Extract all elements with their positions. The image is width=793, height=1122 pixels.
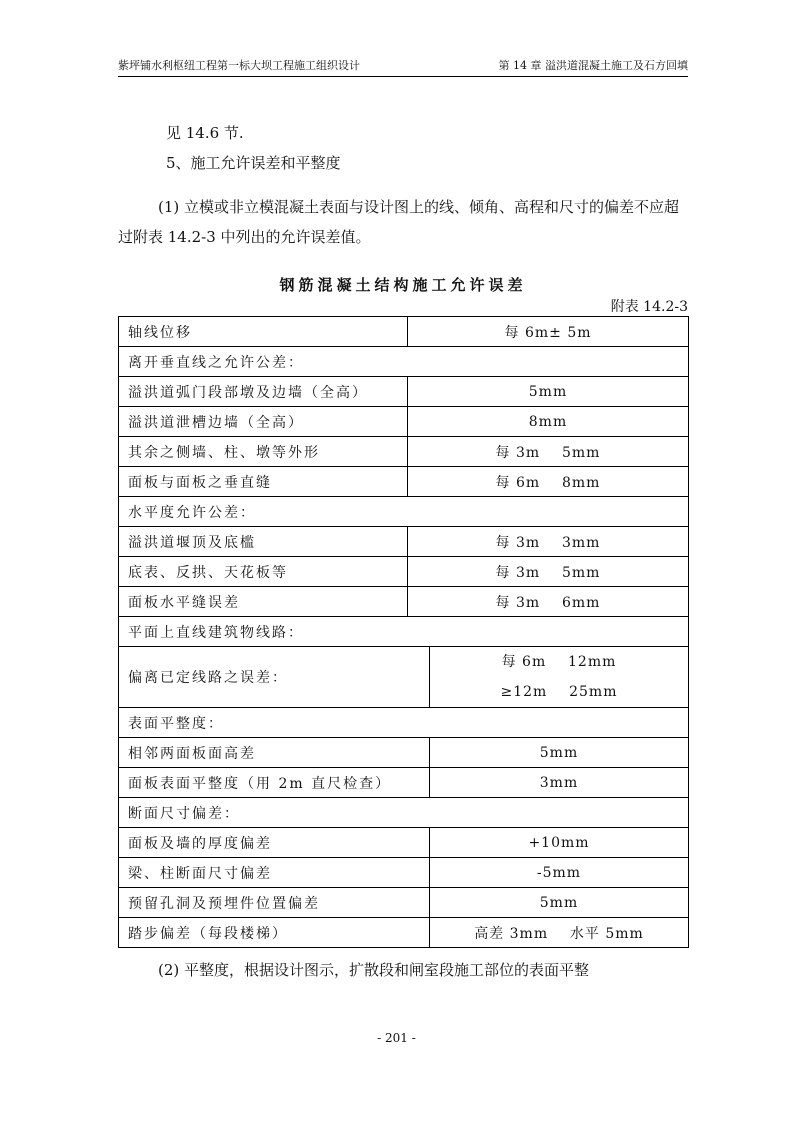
row-value: 每 3m 6mm bbox=[408, 587, 689, 617]
table-title: 钢筋混凝土结构施工允许误差 bbox=[279, 276, 527, 294]
row-label: 溢洪道泄槽边墙（全高） bbox=[119, 407, 408, 437]
row-value: 高差 3mm 水平 5mm bbox=[430, 918, 689, 948]
paragraph-item-1: (1) 立模或非立模混凝土表面与设计图上的线、倾角、高程和尺寸的偏差不应超过附表 14.2-3 中列出的允许误差值。 bbox=[118, 198, 680, 246]
table-row bbox=[119, 858, 689, 888]
section-label: 断面尺寸偏差： bbox=[119, 798, 689, 828]
page-number: - 201 - bbox=[377, 1031, 416, 1045]
row-value: 每 6m± 5m bbox=[408, 317, 689, 347]
table-section-row bbox=[119, 617, 689, 647]
table-row bbox=[119, 828, 689, 858]
table-row bbox=[119, 467, 689, 497]
row-value: 每 6m 8mm bbox=[408, 467, 689, 497]
header-chapter-title: 第 14 章 溢洪道混凝土施工及石方回填 bbox=[498, 59, 688, 72]
table-section-row bbox=[119, 708, 689, 738]
paragraph-reference: 见 14.6 节. bbox=[166, 124, 244, 142]
row-label: 溢洪道弧门段部墩及边墙（全高） bbox=[119, 377, 408, 407]
section-label: 水平度允许公差： bbox=[119, 497, 689, 527]
table-appendix-label: 附表 14.2-3 bbox=[610, 299, 688, 315]
table-row bbox=[119, 377, 689, 407]
row-label: 面板及墙的厚度偏差 bbox=[119, 828, 430, 858]
row-value: 每 3m 3mm bbox=[408, 527, 689, 557]
row-value: 5mm bbox=[408, 377, 689, 407]
row-label: 底表、反拱、天花板等 bbox=[119, 557, 408, 587]
paragraph-heading: 5、施工允许误差和平整度 bbox=[166, 154, 341, 172]
row-value-line-2: ≥12m 25mm bbox=[500, 684, 618, 700]
table-row bbox=[119, 407, 689, 437]
row-label: 预留孔洞及预埋件位置偏差 bbox=[119, 888, 430, 918]
row-value: 5mm bbox=[430, 888, 689, 918]
row-value: -5mm bbox=[430, 858, 689, 888]
tolerance-table bbox=[118, 316, 689, 948]
row-value: 每 3m 5mm bbox=[408, 437, 689, 467]
row-label: 偏离已定线路之误差： bbox=[119, 647, 430, 708]
row-label: 溢洪道堰顶及底槛 bbox=[119, 527, 408, 557]
row-label: 梁、柱断面尺寸偏差 bbox=[119, 858, 430, 888]
row-label: 相邻两面板面高差 bbox=[119, 738, 430, 768]
table-row bbox=[119, 647, 689, 708]
table-row bbox=[119, 918, 689, 948]
table-row bbox=[119, 888, 689, 918]
row-label: 轴线位移 bbox=[119, 317, 408, 347]
section-label: 平面上直线建筑物线路： bbox=[119, 617, 689, 647]
row-label: 其余之侧墙、柱、墩等外形 bbox=[119, 437, 408, 467]
row-value: 5mm bbox=[430, 738, 689, 768]
table-section-row bbox=[119, 347, 689, 377]
table-section-row bbox=[119, 798, 689, 828]
table-section-row bbox=[119, 497, 689, 527]
table-row bbox=[119, 587, 689, 617]
row-value: 每 3m 5mm bbox=[408, 557, 689, 587]
row-value: +10mm bbox=[430, 828, 689, 858]
row-value-multiline bbox=[430, 647, 689, 708]
row-label: 面板水平缝误差 bbox=[119, 587, 408, 617]
section-label: 离开垂直线之允许公差： bbox=[119, 347, 689, 377]
table-row bbox=[119, 317, 689, 347]
row-value: 8mm bbox=[408, 407, 689, 437]
table-row bbox=[119, 768, 689, 798]
paragraph-item-2: (2) 平整度，根据设计图示，扩散段和闸室段施工部位的表面平整 bbox=[158, 961, 590, 979]
row-value-line-1: 每 6m 12mm bbox=[501, 654, 617, 670]
row-label: 面板表面平整度（用 2m 直尺检查） bbox=[119, 768, 430, 798]
row-label: 踏步偏差（每段楼梯） bbox=[119, 918, 430, 948]
table-row bbox=[119, 738, 689, 768]
row-value: 3mm bbox=[430, 768, 689, 798]
table-row bbox=[119, 437, 689, 467]
header-left-title: 紫坪铺水利枢纽工程第一标大坝工程施工组织设计 bbox=[118, 59, 360, 72]
table-row bbox=[119, 527, 689, 557]
table-row bbox=[119, 557, 689, 587]
row-label: 面板与面板之垂直缝 bbox=[119, 467, 408, 497]
page-header bbox=[118, 54, 688, 77]
section-label: 表面平整度： bbox=[119, 708, 689, 738]
